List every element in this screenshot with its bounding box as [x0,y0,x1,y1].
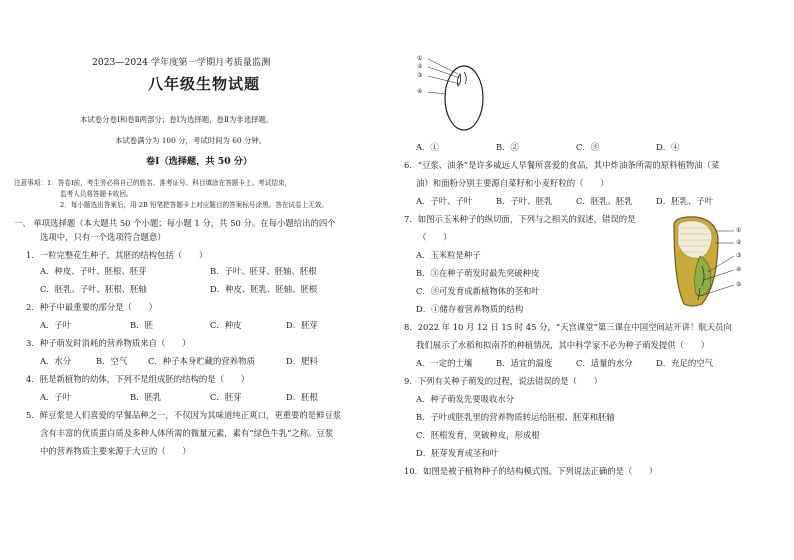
q4-option-d: D．胚根 [286,392,318,402]
q8-option-c: C．适量的水分 [576,358,633,368]
q2-stem: 2．种子中最重要的部分是（ ） [26,302,157,312]
q7-option-a: A．玉米粒是种子 [416,250,481,260]
q3-stem: 3．种子萌发时消耗的营养物质来自（ ） [26,338,191,348]
q6-line-2: 油）和面粉分别主要源自菜籽和小麦籽粒的（ ） [416,178,609,188]
q3-option-a: A．水分 [40,356,72,366]
corn-seed-figure [670,214,790,310]
q8-option-b: B．适宜的温度 [496,358,553,368]
corn-label-4: ④ [736,266,742,273]
q10-stem: 10．如图是被子植物种子的结构模式图。下列说法正确的是（ ） [404,466,658,476]
notice-line-1: 注意事项：1．答卷Ⅰ前，考生务必将自己的姓名、准考证号、科目填涂在答题卡上。考试结束， [14,179,292,187]
q8-option-a: A．一定的土壤 [416,358,473,368]
bean-label-1: ① [417,55,423,62]
q6-option-b: B．子叶、胚乳 [496,196,553,206]
bean-label-3: ③ [417,72,423,79]
bean-seed-figure [416,52,496,134]
q7-line-2: （ ） [418,232,452,242]
q3-option-d: D．肥料 [286,356,318,366]
q6-option-d: D．胚乳、子叶 [656,196,713,206]
bean-seed-diagram [416,52,496,134]
q2-option-b: B．胚 [130,320,153,330]
bean-label-4: ④ [417,88,423,95]
notice-line-2: 监考人员将答题卡收回。 [60,190,133,198]
q8-line-2: 我们展示了水稻和拟南芥的种植情况，其中科学家不必为种子萌发提供（ ） [416,340,710,350]
corn-label-3: ③ [736,252,742,259]
corn-label-5: ⑤ [736,281,742,288]
q5-line-1: 5．鲜豆浆是人们喜爱的早餐品种之一，不仅因为其味道纯正爽口，更重要的是鲜豆浆 [26,410,342,420]
q5-option-d: D．④ [656,142,680,152]
q5-option-b: B．② [496,142,519,152]
intro-line-2: 本试卷满分为 100 分，考试时间为 60 分钟。 [115,136,267,145]
q5-option-c: C．③ [576,142,600,152]
q2-option-a: A．子叶 [40,320,72,330]
q9-option-b: B．子叶或胚乳里的营养物质转运给胚根、胚芽和胚轴 [416,412,615,422]
q1-option-c: C．胚乳、子叶、胚根、胚轴 [40,284,147,294]
q1-option-a: A．种皮、子叶、胚根、胚芽 [40,266,147,276]
q6-line-1: 6．“豆浆、油条”是许多威远人早餐所喜爱的食品，其中炸油条所需的原料植物油（菜 [404,160,720,170]
bean-label-2: ② [417,63,423,70]
corn-label-2: ② [736,239,742,246]
section1-line-1: 一、 单项选择题（本大题共 50 个小题；每小题 1 分，共 50 分。在每小题给出的四个 [14,218,336,228]
page-title: 八年级生物试题 [148,75,261,93]
q2-option-d: D．胚芽 [286,320,318,330]
q9-stem: 9．下列有关种子萌发的过程，说法错误的是（ ） [404,376,602,386]
q3-option-c: C．种子本身贮藏的营养物质 [148,356,255,366]
q1-stem: 1．一粒完整花生种子，其胚的结构包括（ ） [26,250,208,260]
corn-label-1: ① [736,227,742,234]
intro-line-1: 本试卷分卷Ⅰ和卷Ⅱ两部分；卷Ⅰ为选择题，卷Ⅱ为非选择题。 [80,115,274,124]
q9-option-a: A．种子萌发先要吸收水分 [416,394,515,404]
q4-option-a: A．子叶 [40,392,72,402]
q6-option-c: C．胚乳、胚乳 [576,196,633,206]
q6-option-a: A．子叶、子叶 [416,196,473,206]
q4-option-c: C．胚芽 [210,392,242,402]
q5-line-2: 含有丰富的优质蛋白质及多种人体所需的微量元素，素有“绿色牛乳”之称。豆浆 [40,428,334,438]
q7-option-d: D．①储存着营养物质的结构 [416,304,524,314]
q1-option-d: D．种皮、胚乳、胚轴、胚根 [210,284,318,294]
q9-option-c: C．胚根发育，突破种皮，形成根 [416,430,540,440]
q5-option-a: A．① [416,142,439,152]
q7-option-b: B．③在种子萌发时最先突破种皮 [416,268,540,278]
q5-line-3: 中的营养物质主要来源于大豆的（ ） [40,446,191,456]
q9-option-d: D．胚芽发育成茎和叶 [416,448,499,458]
corn-seed-diagram [670,214,790,310]
q4-stem: 4．胚是新植物的幼体，下列不是组成胚的结构的是（ ） [26,374,250,384]
notice-line-3: 2．每小题选出答案后，用 2B 铅笔把答题卡上对应题目的答案标号涂黑。答在试卷上无效。 [60,201,328,209]
q1-option-b: B．子叶、胚芽、胚轴、胚根 [210,266,317,276]
exam-term: 2023—2024 学年度第一学期月考质量监测 [92,57,271,68]
section1-line-2: 选项中，只有一个选项符合题意） [40,232,166,242]
q7-line-1: 7．如图示玉米种子的纵切面，下列与之相关的叙述，错误的是 [404,214,636,224]
q3-option-b: B．空气 [96,356,128,366]
q7-option-c: C．③可发育成新植物体的茎和叶 [416,286,540,296]
part1-heading: 卷Ⅰ（选择题，共 50 分） [146,156,253,167]
q4-option-b: B．胚乳 [130,392,162,402]
q8-option-d: D．充足的空气 [656,358,713,368]
q2-option-c: C．种皮 [210,320,242,330]
q8-line-1: 8．2022 年 10 月 12 日 15 时 45 分，“天宫课堂”第三课在中国空间站开讲！航天员向 [404,322,732,332]
